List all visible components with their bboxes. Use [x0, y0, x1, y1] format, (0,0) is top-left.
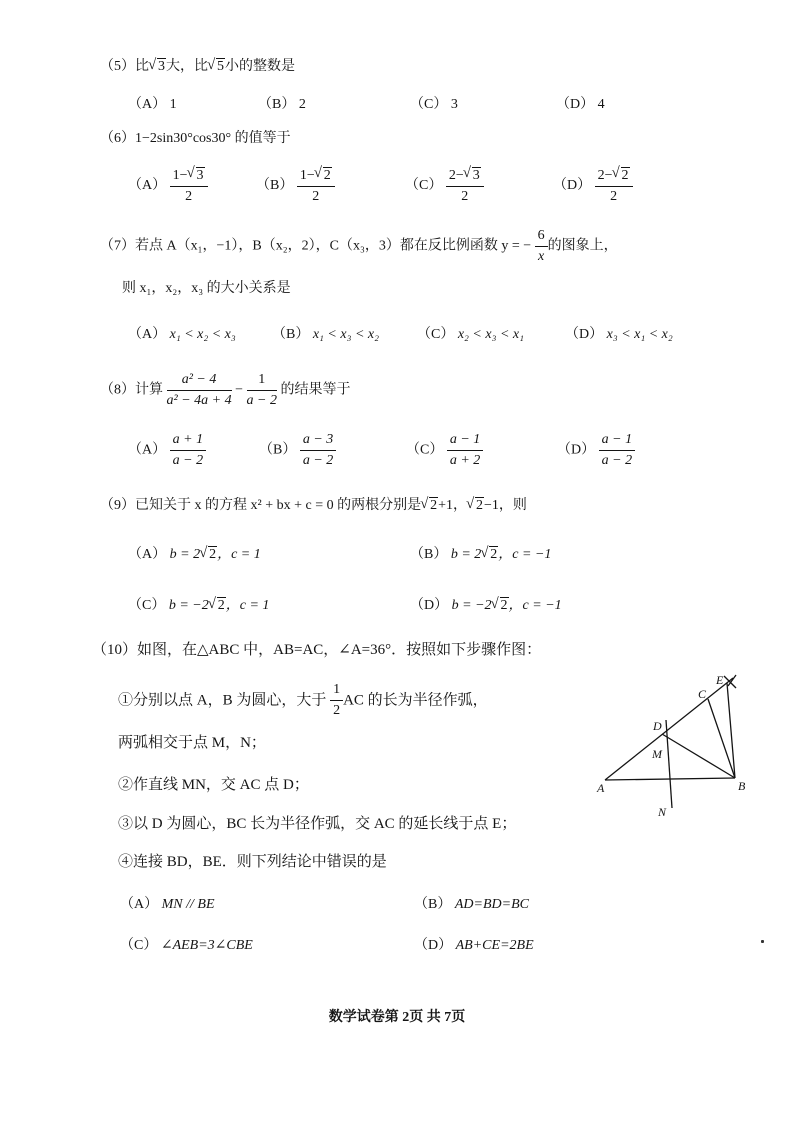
q8-fraction-2: $\frac{1}{a - 2}$	[246, 372, 277, 408]
q5-sqrt-1: √ 3	[149, 58, 166, 76]
q5-text-2: 大，比	[166, 59, 208, 74]
q5-option-c: （C） 3	[410, 97, 458, 112]
q7-fraction: $\frac{6}{x}$	[535, 228, 548, 265]
q8-number: （8）	[100, 382, 135, 398]
q8-option-b: （B） $\frac{a - 3}{a - 2}$	[259, 432, 336, 469]
q8-stem: （8）计算 $\frac{\text{a² − 4}}{\text{a² − 4a + 4}}$ − $\frac{1}{a - 2}$ 的结果等于	[100, 372, 351, 408]
q6-text: 1−2sin30°cos30° 的值等于	[135, 131, 291, 146]
q6-stem	[100, 130, 291, 148]
q8-option-c: （C） $\frac{a - 1}{a + 2}$	[406, 432, 483, 469]
label-d: D	[653, 719, 662, 733]
q10-option-b: （B） AD=BD=BC	[414, 897, 529, 912]
q5-option-b: （B） 2	[258, 97, 306, 112]
q10-step-1: ①分别以点 A，B 为圆心，大于 $\frac{1}{2}$ AC 的长为半径作弧，	[118, 682, 488, 718]
q6-option-b: （B） $\frac{1-√ 2}{2}$	[256, 167, 335, 205]
q8-option-d: （D） $\frac{a - 1}{a - 2}$	[557, 432, 635, 469]
page-footer: 数学试卷第 2页 共 7页	[328, 1010, 466, 1025]
q5-sqrt-2: √ 5	[208, 58, 225, 76]
q9-number: （9）	[100, 498, 135, 513]
scan-speck	[761, 940, 764, 943]
q9-option-b: （B） b = 2√ 2，c = −1	[410, 546, 551, 564]
q10-step-3: ③以 D 为圆心，BC 长为半径作弧，交 AC 的延长线于点 E；	[118, 816, 517, 832]
q5-number: （5）	[100, 59, 135, 74]
label-b: B	[738, 779, 746, 793]
q10-step-2: ②作直线 MN，交 AC 点 D；	[118, 777, 309, 793]
segment-cb	[708, 699, 735, 778]
q7-stem-line-2: 则 x₁，x₂，x₃ 的大小关系是	[122, 281, 291, 296]
q9-stem: （9）已知关于 x 的方程 x² + bx + c = 0 的两根分别是√ 2+1，√ 2−1，则	[100, 497, 527, 515]
label-m: M	[652, 747, 662, 761]
segment-db	[662, 734, 735, 778]
q7-option-a: （A） x₁ < x₂ < x₃	[128, 327, 236, 342]
label-e: E	[716, 673, 724, 687]
q6-option-d: （D） $\frac{2-√ 2}{2}$	[553, 167, 633, 205]
q10-step-1-cont: 两弧相交于点 M，N；	[118, 735, 266, 751]
q7-option-c: （C） x₂ < x₃ < x₁	[417, 327, 524, 342]
q10-option-d: （D） AB+CE=2BE	[414, 938, 534, 953]
q6-option-a: （A） $\frac{1-√ 3}{2}$	[128, 167, 208, 205]
q10-step-4: ④连接 BD，BE．则下列结论中错误的是	[118, 854, 387, 870]
q5-option-d: （D） 4	[556, 97, 605, 112]
label-c: C	[698, 687, 707, 701]
label-n: N	[658, 805, 667, 819]
q9-option-a: （A） b = 2√ 2，c = 1	[128, 546, 261, 564]
q7-option-d: （D） x₃ < x₁ < x₂	[565, 327, 673, 342]
q7-number: （7）	[100, 238, 135, 254]
q10-number: （10）	[92, 642, 138, 658]
q10-option-a: （A） MN // BE	[120, 897, 215, 912]
q9-option-d: （D） b = −2√ 2，c = −1	[410, 597, 562, 615]
segment-eb	[727, 683, 735, 778]
q8-option-a: （A） $\frac{a + 1}{a - 2}$	[128, 432, 206, 469]
q5-text-1: 比	[135, 59, 149, 74]
q6-number: （6）	[100, 131, 135, 146]
q5-text-3: 小的整数是	[225, 59, 295, 74]
q10-stem: （10）如图，在△ABC 中，AB=AC，∠A=36°．按照如下步骤作图：	[92, 642, 542, 658]
triangle-figure	[590, 668, 765, 828]
q7-option-b: （B） x₁ < x₃ < x₂	[272, 327, 379, 342]
q5-option-a: （A） 1	[128, 97, 177, 112]
q5-stem	[100, 58, 295, 76]
q10-option-c: （C） ∠AEB=3∠CBE	[120, 938, 253, 953]
q9-option-c: （C） b = −2√ 2，c = 1	[128, 597, 269, 615]
q8-fraction-1: $\frac{\text{a² − 4}}{\text{a² − 4a + 4}}$	[166, 372, 232, 408]
q6-option-c: （C） $\frac{2-√ 3}{2}$	[405, 167, 484, 205]
q7-stem-line-1: （7）若点 A（x₁，−1），B（x₂，2），C（x₃，3）都在反比例函数 y = − $\frac{6}{x}$ 的图象上，	[100, 228, 618, 264]
label-a: A	[597, 781, 605, 795]
line-mn	[666, 720, 672, 808]
